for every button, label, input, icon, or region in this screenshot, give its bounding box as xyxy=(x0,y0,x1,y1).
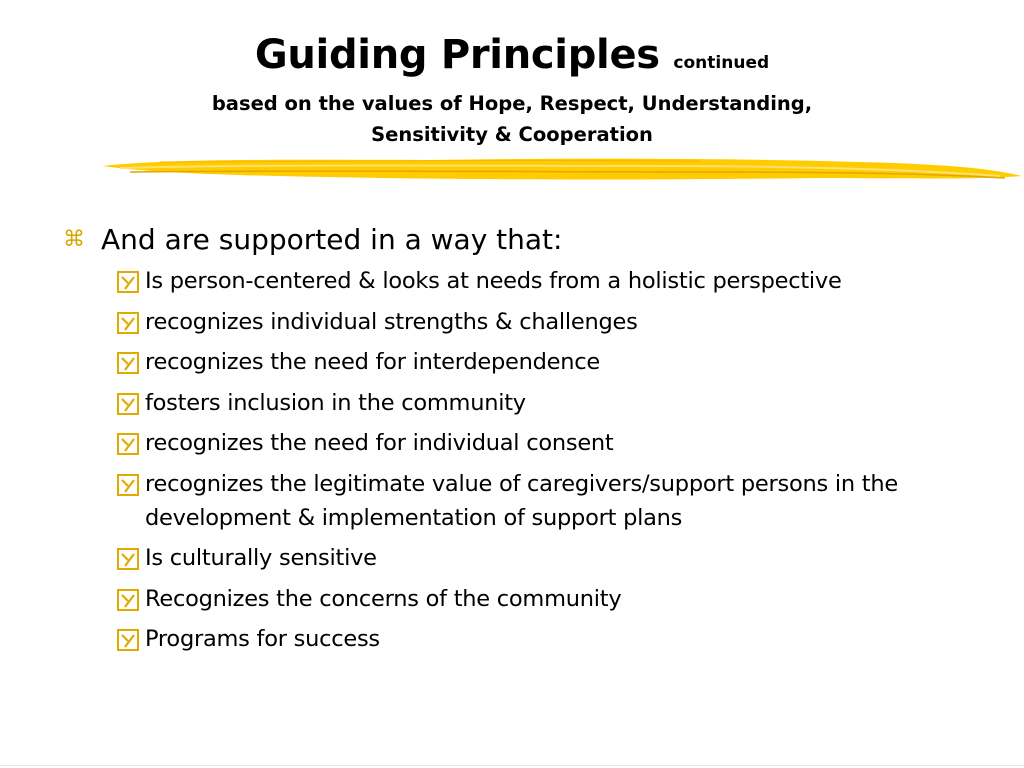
title-suffix: continued xyxy=(673,53,770,73)
title-block xyxy=(0,30,1024,150)
checkbox-y-bullet-icon xyxy=(117,271,139,293)
checkbox-y-bullet-icon xyxy=(117,589,139,611)
decorative-brush-stroke xyxy=(100,148,1024,188)
list-item-text: Recognizes the concerns of the community xyxy=(145,585,622,612)
checkbox-y-bullet-icon xyxy=(117,474,139,496)
list-item xyxy=(117,345,977,379)
list-item xyxy=(117,622,977,656)
list-item-text: recognizes the need for individual consent xyxy=(145,430,614,456)
slide-title xyxy=(0,30,1024,88)
checkbox-y-bullet-icon xyxy=(117,393,139,415)
title-text: Guiding Principles xyxy=(254,32,660,78)
list-item xyxy=(117,264,977,298)
slide-bottom-divider xyxy=(0,765,1024,766)
list-item-text: fosters inclusion in the community xyxy=(145,389,526,416)
list-item-text: Programs for success xyxy=(145,626,380,652)
checkbox-y-bullet-icon xyxy=(117,433,139,455)
list-item-text: Is person-centered & looks at needs from a holistic perspective xyxy=(145,268,842,294)
list-item xyxy=(117,386,977,420)
checkbox-y-bullet-icon xyxy=(117,312,139,334)
list-item xyxy=(117,467,977,535)
checkbox-y-bullet-icon xyxy=(117,629,139,651)
subtitle-line-1: based on the values of Hope, Respect, Understanding, xyxy=(211,92,813,115)
list-item xyxy=(117,305,977,339)
list-item xyxy=(117,582,977,616)
list-item xyxy=(117,426,977,460)
checkbox-y-bullet-icon xyxy=(117,548,139,570)
list-item-text: recognizes the need for interdependence xyxy=(145,349,600,375)
main-point xyxy=(63,220,562,260)
sub-point-list xyxy=(117,264,977,663)
list-item xyxy=(117,541,977,575)
main-point-text: And are supported in a way that: xyxy=(101,223,563,256)
command-key-bullet-icon: ⌘ xyxy=(63,227,85,252)
list-item-text: recognizes individual strengths & challenges xyxy=(145,308,638,335)
list-item-text: Is culturally sensitive xyxy=(145,545,377,571)
checkbox-y-bullet-icon xyxy=(117,352,139,374)
list-item-text: recognizes the legitimate value of caregivers/support persons in the development & implementation of support plans xyxy=(145,470,898,531)
subtitle-line-2: Sensitivity & Cooperation xyxy=(371,123,653,146)
